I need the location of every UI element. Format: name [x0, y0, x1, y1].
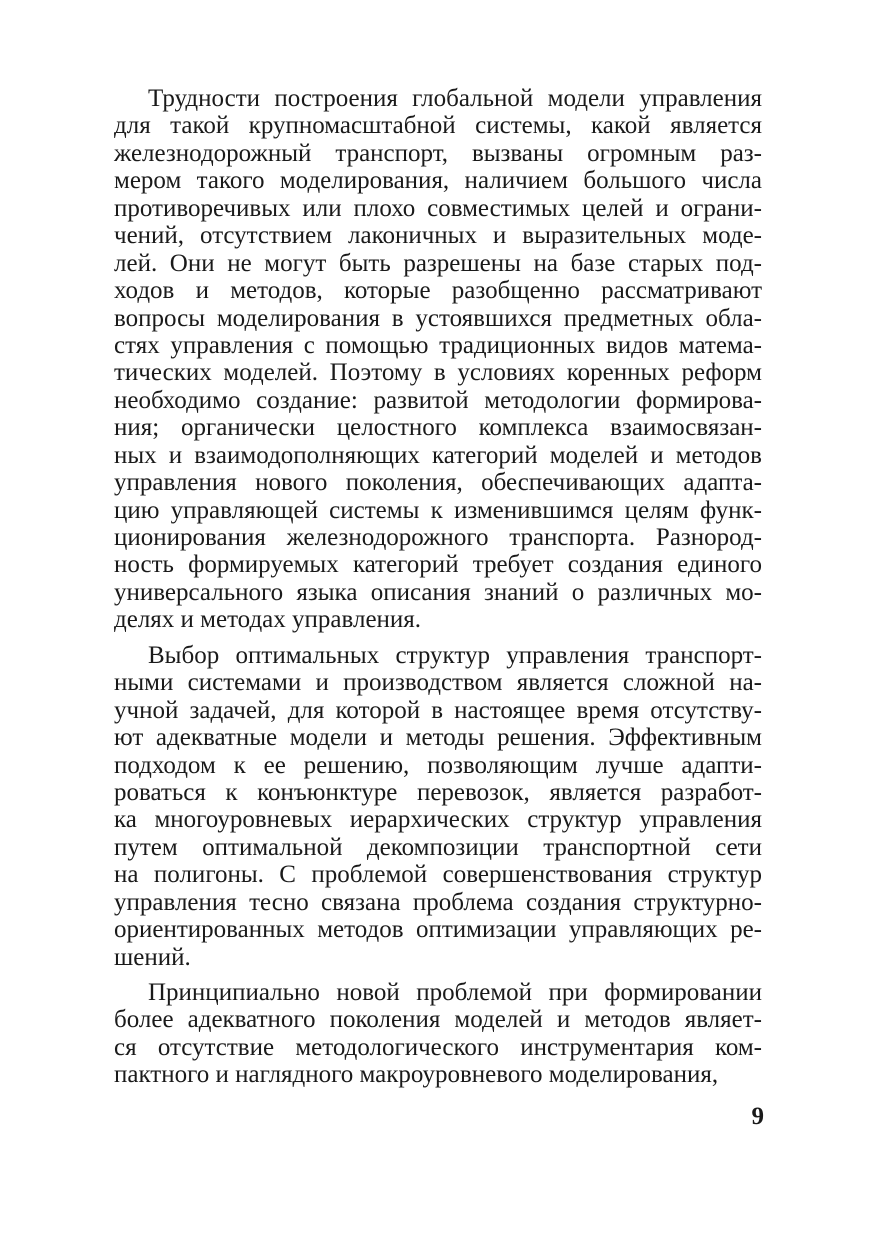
text-line: ния; органически целостного комплекса взаимосвязан- — [114, 414, 762, 442]
text-line: управления тесно связана проблема создания структурно- — [114, 888, 762, 916]
text-line: Выбор оптимальных структур управления транспорт- — [148, 641, 762, 669]
text-line: железнодорожный транспорт, вызваны огромным раз- — [114, 139, 762, 167]
text-line: Принципиально новой проблемой при формировании — [148, 979, 762, 1006]
text-line: мером такого моделирования, наличием большого числа — [114, 167, 762, 195]
text-line: универсального языка описания знаний о различных мо- — [114, 578, 762, 606]
text-line: Трудности построения глобальной модели управления — [148, 85, 762, 112]
paragraph-gap — [114, 971, 762, 979]
text-line: необходимо создание: развитой методологии формирова- — [114, 386, 762, 414]
text-line: подходом к ее решению, позволяющим лучше адапти- — [114, 751, 762, 779]
page-number: 9 — [751, 1103, 764, 1130]
text-line: ность формируемых категорий требует создания единого — [114, 551, 762, 579]
text-line: ционирования железнодорожного транспорта. Разнород- — [114, 524, 762, 551]
text-line: путем оптимальной декомпозиции транспортной сети — [114, 833, 762, 861]
text-line: цию управляющей системы к изменившимся целям функ- — [114, 496, 762, 524]
text-line: ными системами и производством является сложной на- — [114, 669, 762, 697]
text-line: учной задачей, для которой в настоящее время отсутству- — [114, 696, 762, 724]
text-line: стях управления с помощью традиционных видов матема- — [114, 331, 762, 359]
body-text — [114, 85, 762, 1089]
text-line: ся отсутствие методологического инструментария ком- — [114, 1033, 762, 1061]
text-line: более адекватного поколения моделей и методов являет- — [114, 1006, 762, 1034]
paragraph — [114, 85, 762, 634]
paragraph — [114, 642, 762, 971]
paragraph — [114, 979, 762, 1089]
text-line: на полигоны. С проблемой совершенствования структур — [114, 861, 762, 889]
text-line: ют адекватные модели и методы решения. Эффективным — [114, 724, 762, 752]
text-line: чений, отсутствием лаконичных и выразительных моде- — [114, 222, 762, 250]
text-line: ходов и методов, которые разобщенно рассматривают — [114, 277, 762, 305]
text-line: ных и взаимодополняющих категорий моделей и методов — [114, 441, 762, 469]
text-line: для такой крупномасштабной системы, какой является — [114, 112, 762, 140]
paragraph-gap — [114, 634, 762, 642]
text-line: пактного и наглядного макроуровневого моделирования, — [114, 1061, 719, 1089]
text-line: лей. Они не могут быть разрешены на базе старых под- — [114, 249, 762, 277]
text-line: роваться к конъюнктуре перевозок, является разработ- — [114, 778, 762, 806]
text-line: вопросы моделирования в устоявшихся предметных обла- — [114, 304, 762, 332]
text-line: делях и методах управления. — [114, 606, 422, 634]
text-line: ориентированных методов оптимизации управляющих ре- — [114, 916, 762, 944]
text-line: противоречивых или плохо совместимых целей и ограни- — [114, 194, 762, 222]
text-line: шений. — [114, 943, 191, 971]
text-line: тических моделей. Поэтому в условиях коренных реформ — [114, 359, 762, 387]
text-line: управления нового поколения, обеспечивающих адапта- — [114, 469, 762, 497]
text-line: ка многоуровневых иерархических структур управления — [114, 806, 762, 834]
